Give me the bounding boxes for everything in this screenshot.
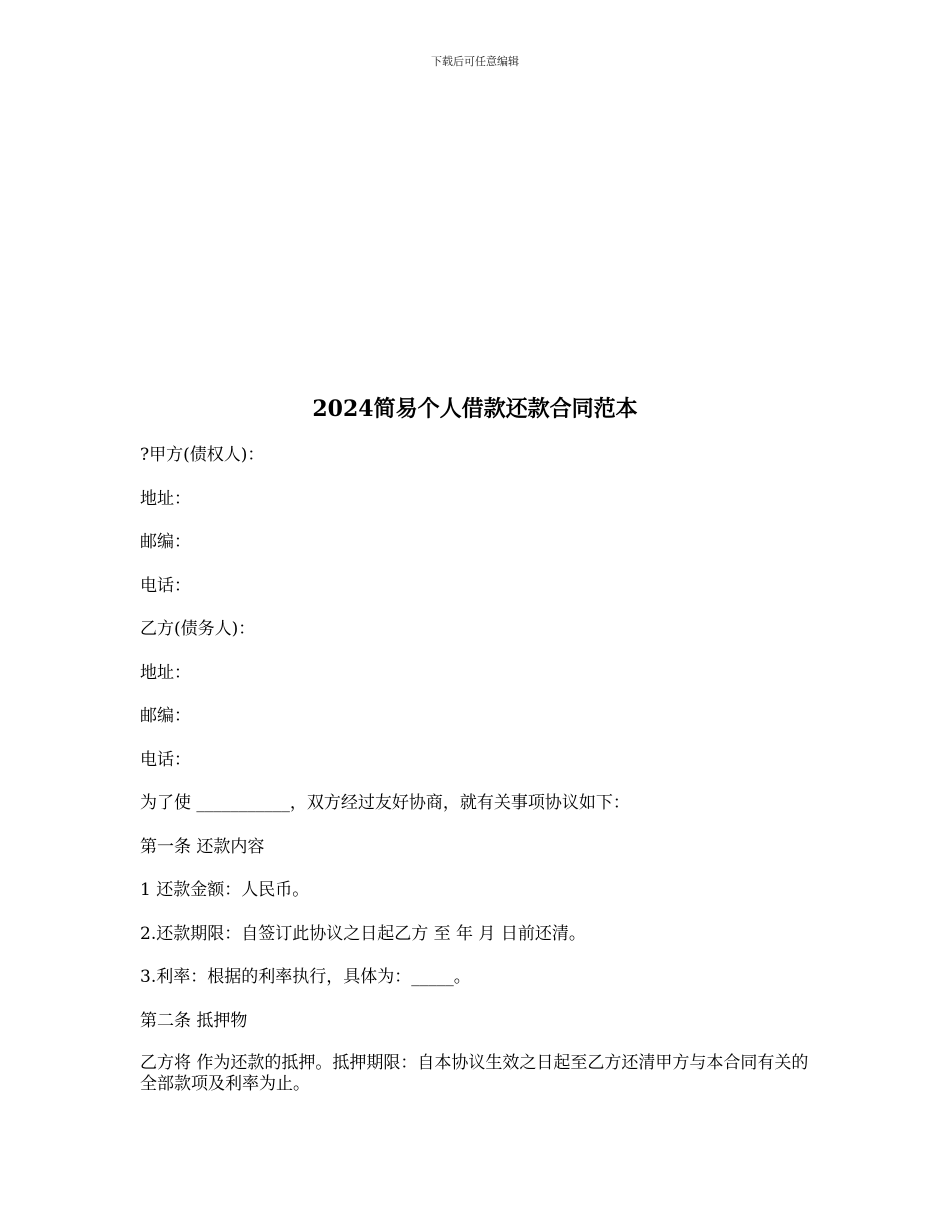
preamble: 为了使 ___________，双方经过友好协商，就有关事项协议如下： <box>140 793 630 813</box>
party-a-label: ?甲方(债权人)： <box>140 445 265 465</box>
article-1-item-2: 2.还款期限：自签订此协议之日起乙方 至 年 月 日前还清。 <box>140 923 586 944</box>
document-title: 2024简易个人借款还款合同范本 <box>312 396 638 422</box>
article-1-item-3: 3.利率：根据的利率执行，具体为：_____。 <box>140 967 471 987</box>
party-a-address: 地址： <box>140 488 191 509</box>
party-b-phone: 电话： <box>140 749 191 770</box>
page-header-note: 下载后可任意编辑 <box>431 55 519 68</box>
contract-body <box>140 444 820 1117</box>
article-1-item-1: 1 还款金额：人民币。 <box>140 880 310 900</box>
party-b-label: 乙方(债务人)： <box>140 619 256 639</box>
party-b-postcode: 邮编： <box>140 706 191 726</box>
party-b-address: 地址： <box>140 662 191 683</box>
party-a-postcode: 邮编： <box>140 532 191 552</box>
article-2-text: 乙方将 作为还款的抵押。抵押期限：自本协议生效之日起至乙方还清甲方与本合同有关的全部款项及利率为止。 <box>140 1053 809 1094</box>
article-2-heading: 第二条 抵押物 <box>140 1010 248 1031</box>
party-a-phone: 电话： <box>140 575 191 596</box>
article-1-heading: 第一条 还款内容 <box>140 836 265 857</box>
